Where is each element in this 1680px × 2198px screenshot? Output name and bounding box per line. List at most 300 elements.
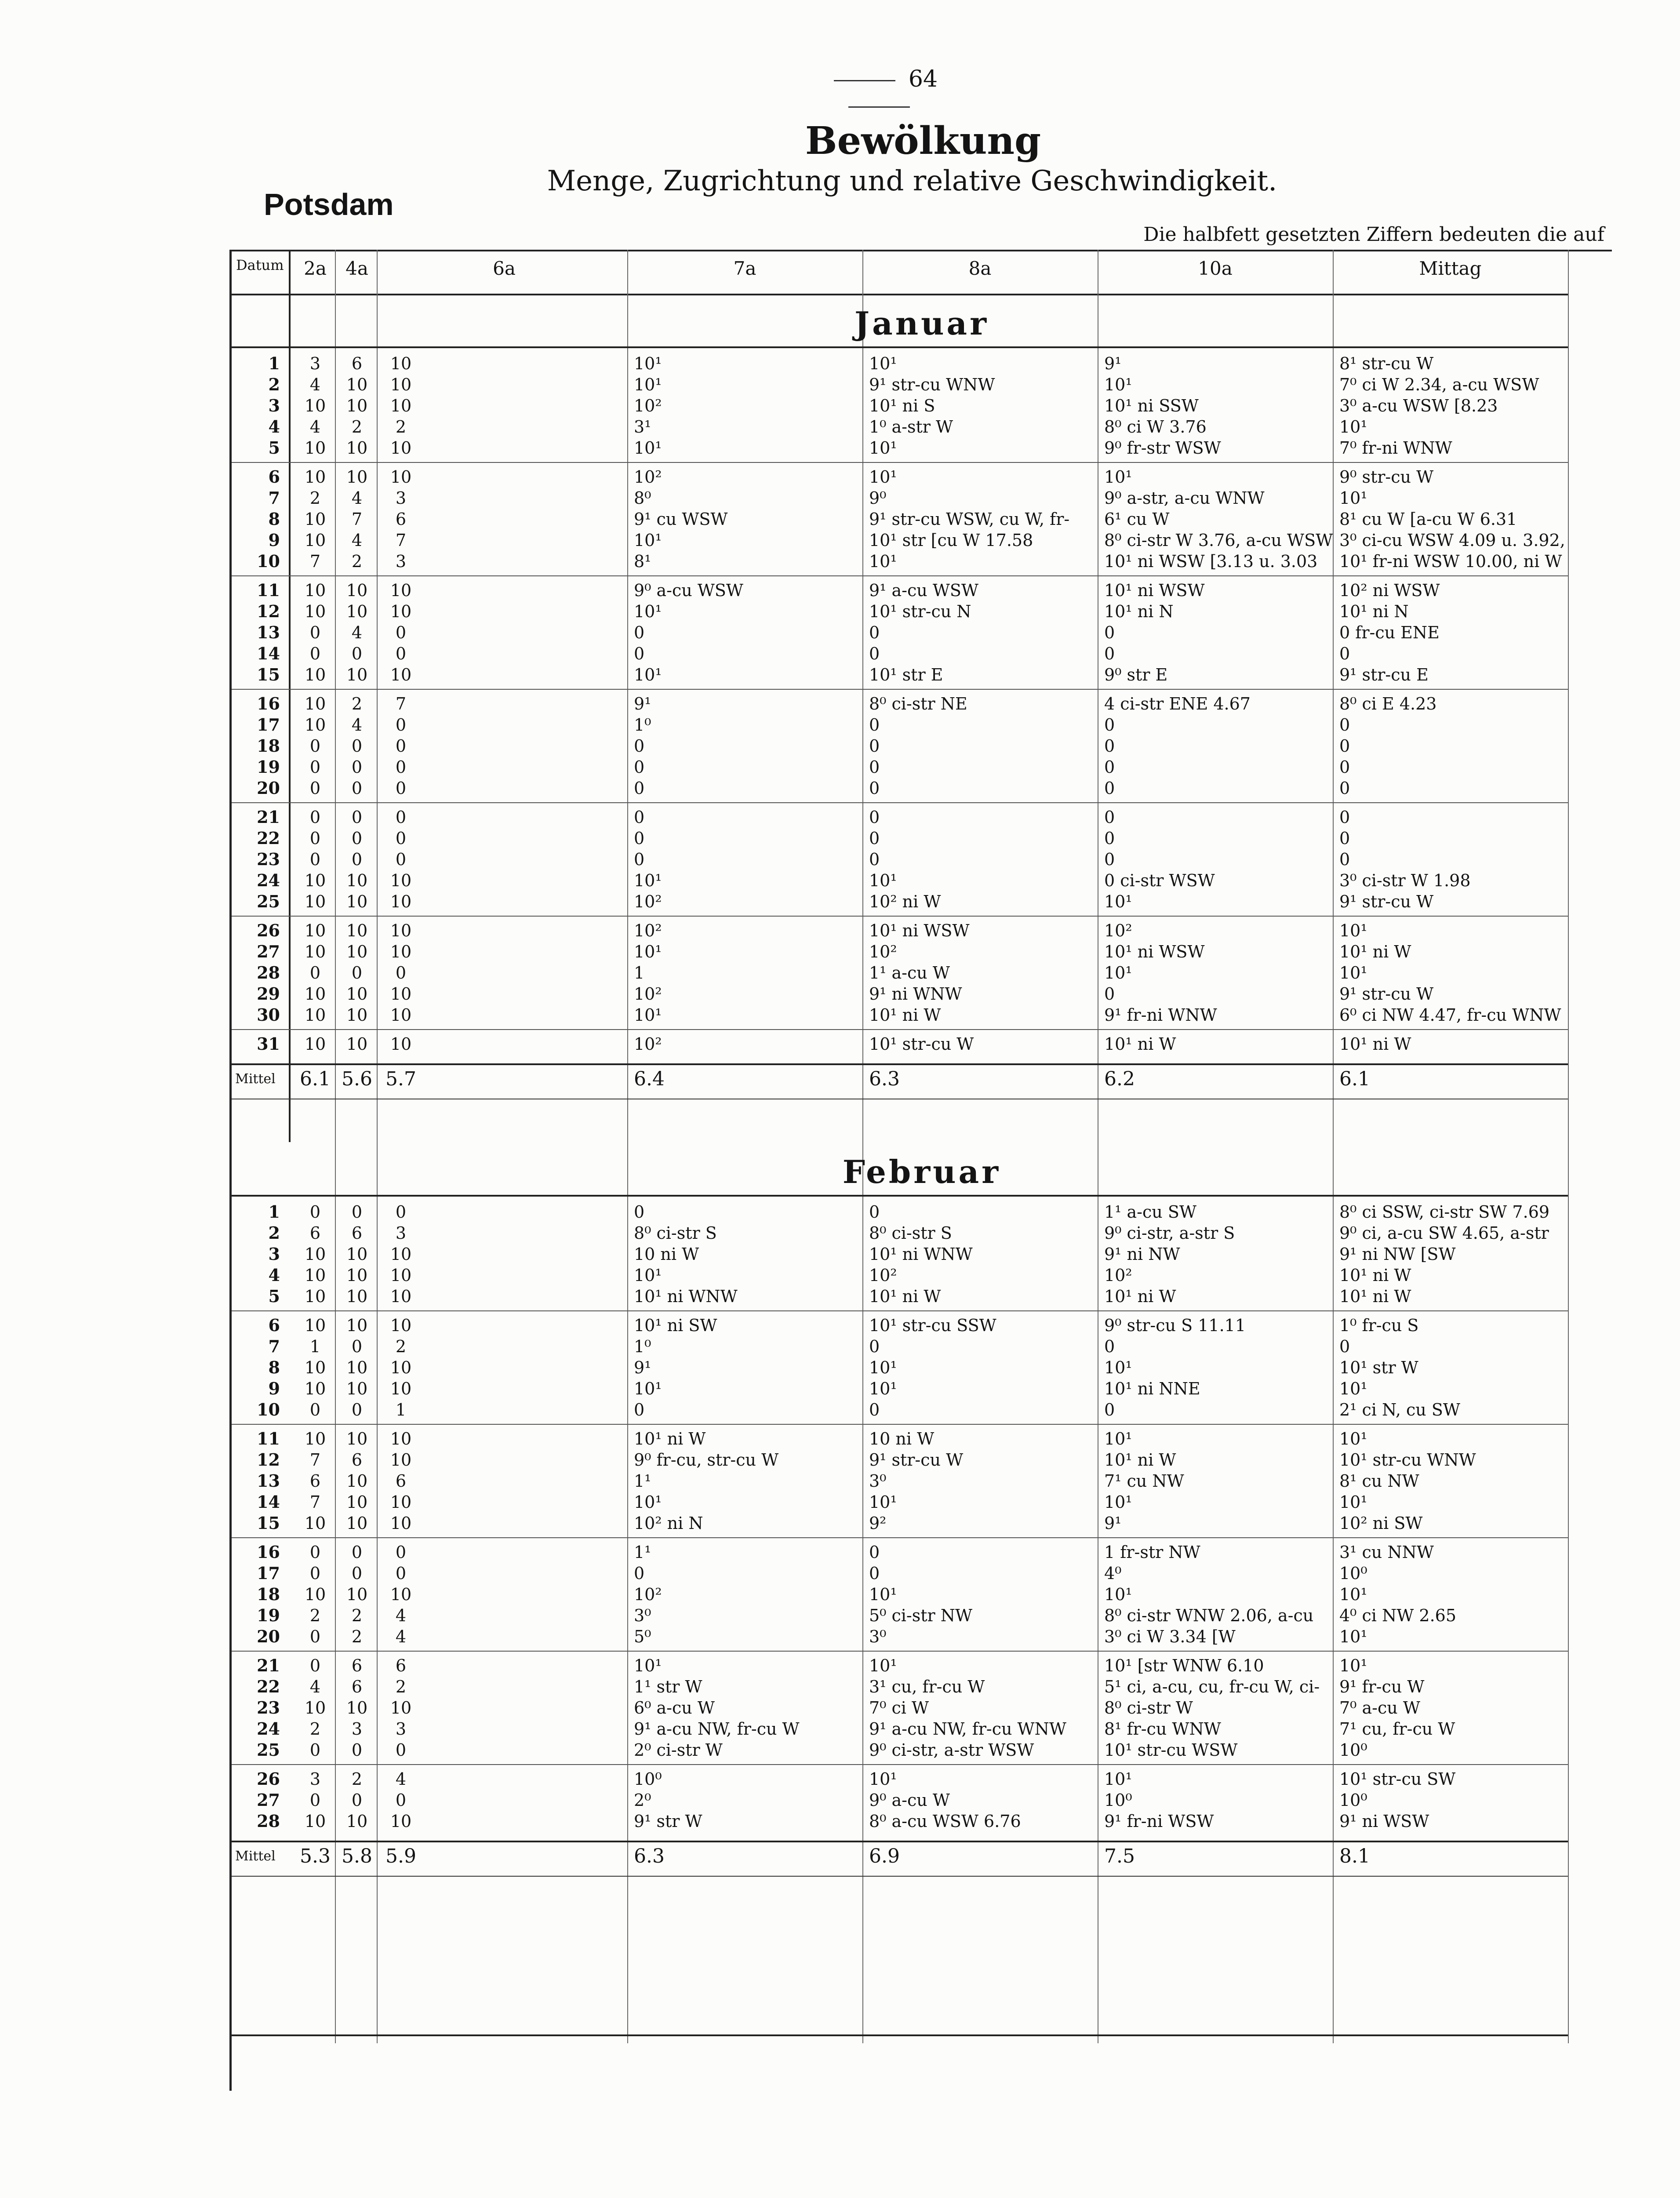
- cloud-mittag: 7¹ cu, fr-cu W: [1339, 1719, 1455, 1739]
- cloud-6a: 10: [390, 1514, 412, 1533]
- cloud-mittag: 10¹ fr-ni WSW 10.00, ni W: [1339, 552, 1562, 571]
- cloud-6a: 3: [395, 488, 407, 508]
- day: 21: [257, 1656, 280, 1675]
- cloud-2a: 0: [309, 757, 321, 777]
- cloud-10a: 10¹ ni W: [1104, 1450, 1176, 1470]
- cloud-2a: 10: [304, 1698, 326, 1718]
- cloud-4a: 10: [346, 1379, 368, 1398]
- cloud-8a: 8⁰ ci-str S: [869, 1223, 952, 1243]
- cloud-8a: 9²: [869, 1514, 887, 1533]
- cloud-6a: 10: [390, 1034, 412, 1054]
- cloud-2a: 10: [304, 467, 326, 487]
- cloud-7a: 3¹: [634, 417, 651, 437]
- day: 17: [257, 1563, 280, 1583]
- cloud-8a: 10¹: [869, 1379, 897, 1398]
- cloud-8a: 10²: [869, 1266, 897, 1285]
- table-row: [232, 643, 1594, 664]
- cloud-mittag: 0: [1339, 808, 1350, 827]
- cloud-6a: 2: [395, 1677, 407, 1696]
- cloud-mittag: 9¹ str-cu W: [1339, 984, 1434, 1004]
- table-row: [232, 1676, 1594, 1697]
- day: 28: [257, 963, 280, 983]
- cloud-8a: 9⁰ a-cu W: [869, 1790, 950, 1810]
- cloud-7a: 9¹ cu WSW: [634, 509, 728, 529]
- cloud-2a: 10: [304, 1429, 326, 1448]
- table-row: [232, 1336, 1594, 1357]
- cloud-8a: 3⁰: [869, 1471, 887, 1491]
- table-row: [232, 488, 1594, 509]
- day: 15: [257, 1513, 280, 1533]
- cloud-2a: 1: [309, 1337, 321, 1356]
- cloud-8a: 10¹ str-cu SSW: [869, 1316, 996, 1335]
- cloud-7a: 9⁰ fr-cu, str-cu W: [634, 1450, 779, 1470]
- cloud-10a: 0: [1104, 644, 1115, 663]
- cloud-7a: 1⁰: [634, 1337, 651, 1356]
- table-row: [232, 1428, 1594, 1449]
- cloud-6a: 0: [395, 808, 407, 827]
- cloud-mittag: 8⁰ ci E 4.23: [1339, 694, 1437, 713]
- cloud-8a: 10¹ str E: [869, 665, 943, 684]
- cloud-10a: 10¹: [1104, 1492, 1132, 1512]
- cloud-4a: 2: [351, 1769, 363, 1789]
- cloud-10a: 8⁰ ci-str W: [1104, 1698, 1193, 1718]
- cloud-2a: 10: [304, 984, 326, 1004]
- mean-cloud-4a: 5.6: [342, 1068, 372, 1090]
- cloud-10a: 10¹: [1104, 467, 1132, 487]
- cloud-4a: 6: [351, 1677, 363, 1696]
- cloud-4a: 0: [351, 736, 363, 756]
- day: 9: [268, 1379, 280, 1398]
- cloud-2a: 10: [304, 892, 326, 911]
- cloud-2a: 6: [309, 1223, 321, 1243]
- cloud-2a: 10: [304, 1245, 326, 1264]
- cloud-7a: 10²: [634, 984, 662, 1004]
- cloud-4a: 4: [351, 488, 363, 508]
- table-row: [232, 849, 1594, 870]
- header-datum: Datum: [236, 257, 284, 273]
- cloud-mittag: 4⁰ ci NW 2.65: [1339, 1606, 1456, 1625]
- cloud-2a: 10: [304, 665, 326, 684]
- header-4a: 4a: [345, 258, 368, 279]
- cloud-4a: 10: [346, 1287, 368, 1306]
- station-name: Potsdam: [264, 187, 394, 222]
- cloud-10a: 10¹: [1104, 963, 1132, 983]
- table-row: [232, 622, 1594, 643]
- cloud-7a: 8⁰ ci-str S: [634, 1223, 717, 1243]
- cloud-6a: 10: [390, 665, 412, 684]
- cloud-7a: 10¹: [634, 1656, 662, 1675]
- day: 20: [257, 778, 280, 798]
- cloud-8a: 8⁰ ci-str NE: [869, 694, 967, 713]
- table-row: [232, 891, 1594, 912]
- mean-cloud-2a: 5.3: [300, 1845, 331, 1867]
- cloud-4a: 10: [346, 1812, 368, 1831]
- cloud-2a: 10: [304, 1005, 326, 1025]
- cloud-10a: 0 ci-str WSW: [1104, 871, 1215, 890]
- cloud-10a: 5¹ ci, a-cu, cu, fr-cu W, ci-: [1104, 1677, 1320, 1696]
- cloud-mittag: 10¹ str-cu WNW: [1339, 1450, 1476, 1470]
- cloud-7a: 0: [634, 623, 645, 642]
- cloud-mittag: 8¹ cu NW: [1339, 1471, 1419, 1491]
- cloud-4a: 2: [351, 552, 363, 571]
- cloud-10a: 10¹ [str WNW 6.10: [1104, 1656, 1264, 1675]
- cloud-6a: 7: [395, 531, 407, 550]
- table-row: [232, 714, 1594, 735]
- cloud-7a: 10²: [634, 1034, 662, 1054]
- cloud-6a: 0: [395, 779, 407, 798]
- cloud-4a: 3: [351, 1719, 363, 1739]
- cloud-4a: 0: [351, 1400, 363, 1419]
- cloud-4a: 10: [346, 1514, 368, 1533]
- cloud-7a: 10¹: [634, 1005, 662, 1025]
- cloud-table: [229, 250, 1612, 2091]
- header-8a: 8a: [968, 258, 992, 279]
- mean-cloud-2a: 6.1: [300, 1068, 331, 1090]
- table-row: [232, 1655, 1594, 1676]
- cloud-mittag: 9¹ ni WSW: [1339, 1812, 1429, 1831]
- cloud-7a: 9¹: [634, 694, 651, 713]
- cloud-mittag: 9⁰ ci, a-cu SW 4.65, a-str: [1339, 1223, 1549, 1243]
- day: 26: [257, 921, 280, 940]
- cloud-2a: 0: [309, 644, 321, 663]
- day: 16: [257, 694, 280, 713]
- cloud-6a: 10: [390, 1450, 412, 1470]
- cloud-4a: 10: [346, 984, 368, 1004]
- cloud-7a: 10²: [634, 396, 662, 415]
- cloud-mittag: 0: [1339, 715, 1350, 735]
- cloud-2a: 10: [304, 694, 326, 713]
- cloud-mittag: 0: [1339, 829, 1350, 848]
- cloud-10a: 7¹ cu NW: [1104, 1471, 1184, 1491]
- table-row: [232, 941, 1594, 962]
- cloud-mittag: 3⁰ a-cu WSW [8.23: [1339, 396, 1498, 415]
- cloud-2a: 0: [309, 1627, 321, 1646]
- table-row: [232, 1265, 1594, 1286]
- cloud-10a: 10¹: [1104, 1585, 1132, 1604]
- cloud-7a: 0: [634, 644, 645, 663]
- cloud-8a: 10¹: [869, 871, 897, 890]
- day: 10: [257, 1400, 280, 1419]
- cloud-2a: 0: [309, 1202, 321, 1222]
- cloud-10a: 0: [1104, 757, 1115, 777]
- cloud-2a: 10: [304, 1514, 326, 1533]
- cloud-mittag: 0 fr-cu ENE: [1339, 623, 1440, 642]
- cloud-4a: 6: [351, 354, 363, 373]
- cloud-8a: 0: [869, 1337, 880, 1356]
- mean-cloud-8a: 6.3: [869, 1068, 900, 1090]
- day: 19: [257, 1605, 280, 1625]
- cloud-mittag: 10¹: [1339, 1379, 1367, 1398]
- cloud-7a: 10¹: [634, 438, 662, 458]
- day: 25: [257, 892, 280, 911]
- cloud-7a: 2⁰ ci-str W: [634, 1740, 723, 1760]
- header-10a: 10a: [1198, 258, 1233, 279]
- cloud-4a: 7: [351, 509, 363, 529]
- cloud-7a: 10 ni W: [634, 1245, 699, 1264]
- cloud-4a: 0: [351, 1564, 363, 1583]
- cloud-10a: 0: [1104, 715, 1115, 735]
- cloud-7a: 10¹: [634, 942, 662, 961]
- day: 8: [268, 509, 280, 529]
- cloud-2a: 2: [309, 488, 321, 508]
- cloud-10a: 0: [1104, 984, 1115, 1004]
- cloud-4a: 0: [351, 963, 363, 983]
- cloud-6a: 10: [390, 1812, 412, 1831]
- cloud-2a: 7: [309, 1492, 321, 1512]
- cloud-8a: 9¹ ni WNW: [869, 984, 962, 1004]
- cloud-6a: 0: [395, 757, 407, 777]
- table-row: [232, 1739, 1594, 1761]
- cloud-10a: 10¹ ni SSW: [1104, 396, 1199, 415]
- cloud-2a: 0: [309, 963, 321, 983]
- day: 1: [268, 353, 280, 373]
- cloud-4a: 6: [351, 1450, 363, 1470]
- cloud-2a: 0: [309, 808, 321, 827]
- table-row: [232, 1563, 1594, 1584]
- day: 5: [268, 438, 280, 458]
- cloud-8a: 9¹ a-cu NW, fr-cu WNW: [869, 1719, 1066, 1739]
- cloud-mittag: 0: [1339, 757, 1350, 777]
- cloud-7a: 10¹: [634, 665, 662, 684]
- mean-cloud-mittag: 6.1: [1339, 1068, 1370, 1090]
- cloud-mittag: 10⁰: [1339, 1564, 1367, 1583]
- cloud-mittag: 10¹ ni W: [1339, 1266, 1411, 1285]
- cloud-2a: 10: [304, 1034, 326, 1054]
- cloud-8a: 0: [869, 808, 880, 827]
- cloud-6a: 4: [395, 1627, 407, 1646]
- cloud-10a: 10¹ ni WSW: [1104, 581, 1205, 600]
- mean-cloud-6a: 5.9: [385, 1845, 416, 1867]
- cloud-7a: 1⁰: [634, 715, 651, 735]
- cloud-6a: 0: [395, 1564, 407, 1583]
- cloud-10a: 10¹ ni N: [1104, 602, 1174, 621]
- day: 30: [257, 1005, 280, 1025]
- cloud-7a: 10²: [634, 467, 662, 487]
- cloud-2a: 4: [309, 1677, 321, 1696]
- cloud-8a: 10¹: [869, 1492, 897, 1512]
- day: 19: [257, 757, 280, 777]
- table-row: [232, 1449, 1594, 1470]
- cloud-6a: 10: [390, 984, 412, 1004]
- cloud-2a: 10: [304, 531, 326, 550]
- cloud-mittag: 6⁰ ci NW 4.47, fr-cu WNW: [1339, 1005, 1561, 1025]
- table-row: [232, 983, 1594, 1004]
- cloud-10a: 10²: [1104, 1266, 1132, 1285]
- cloud-10a: 4 ci-str ENE 4.67: [1104, 694, 1251, 713]
- cloud-6a: 10: [390, 396, 412, 415]
- cloud-10a: 0: [1104, 808, 1115, 827]
- page-title: Bewölkung: [805, 119, 1041, 163]
- mean-cloud-8a: 6.9: [869, 1845, 900, 1867]
- cloud-10a: 1 fr-str NW: [1104, 1543, 1200, 1562]
- cloud-4a: 10: [346, 1005, 368, 1025]
- day: 20: [257, 1627, 280, 1646]
- cloud-6a: 2: [395, 1337, 407, 1356]
- cloud-mittag: 9¹ str-cu E: [1339, 665, 1429, 684]
- cloud-8a: 0: [869, 644, 880, 663]
- mean-cloud-7a: 6.3: [634, 1845, 665, 1867]
- cloud-2a: 7: [309, 1450, 321, 1470]
- cloud-7a: 8⁰: [634, 488, 651, 508]
- cloud-2a: 10: [304, 1287, 326, 1306]
- cloud-10a: 6¹ cu W: [1104, 509, 1170, 529]
- day: 18: [257, 736, 280, 756]
- cloud-10a: 9⁰ str-cu S 11.11: [1104, 1316, 1246, 1335]
- cloud-6a: 10: [390, 1316, 412, 1335]
- cloud-4a: 10: [346, 438, 368, 458]
- month-heading: Februar: [842, 1153, 1001, 1190]
- cloud-7a: 2⁰: [634, 1790, 651, 1810]
- cloud-7a: 1¹: [634, 1471, 651, 1491]
- table-row: [232, 735, 1594, 757]
- cloud-7a: 0: [634, 1564, 645, 1583]
- cloud-2a: 10: [304, 581, 326, 600]
- cloud-7a: 6⁰ a-cu W: [634, 1698, 715, 1718]
- cloud-6a: 10: [390, 871, 412, 890]
- table-row: [232, 962, 1594, 983]
- cloud-6a: 4: [395, 1606, 407, 1625]
- cloud-8a: 0: [869, 1564, 880, 1583]
- mean-label: Mittel: [235, 1849, 276, 1864]
- cloud-6a: 0: [395, 829, 407, 848]
- table-row: [232, 1584, 1594, 1605]
- cloud-2a: 4: [309, 417, 321, 437]
- cloud-6a: 6: [395, 1471, 407, 1491]
- cloud-4a: 4: [351, 531, 363, 550]
- cloud-2a: 4: [309, 375, 321, 394]
- table-row: [232, 693, 1594, 714]
- cloud-2a: 2: [309, 1606, 321, 1625]
- cloud-8a: 0: [869, 779, 880, 798]
- cloud-7a: 10¹: [634, 602, 662, 621]
- day: 6: [268, 467, 280, 487]
- cloud-6a: 0: [395, 1202, 407, 1222]
- cloud-2a: 0: [309, 1790, 321, 1810]
- cloud-mittag: 10¹: [1339, 1627, 1367, 1646]
- cloud-10a: 0: [1104, 779, 1115, 798]
- cloud-7a: 0: [634, 736, 645, 756]
- cloud-7a: 10¹: [634, 531, 662, 550]
- table-row: [232, 437, 1594, 459]
- cloud-2a: 0: [309, 1400, 321, 1419]
- cloud-6a: 10: [390, 354, 412, 373]
- cloud-mittag: 7⁰ fr-ni WNW: [1339, 438, 1452, 458]
- cloud-mittag: 10¹: [1339, 963, 1367, 983]
- cloud-6a: 10: [390, 1492, 412, 1512]
- cloud-2a: 0: [309, 1656, 321, 1675]
- cloud-4a: 10: [346, 1492, 368, 1512]
- cloud-6a: 3: [395, 1719, 407, 1739]
- day: 2: [268, 375, 280, 394]
- cloud-8a: 10¹ ni W: [869, 1287, 941, 1306]
- cloud-8a: 9⁰ ci-str, a-str WSW: [869, 1740, 1034, 1760]
- cloud-8a: 0: [869, 829, 880, 848]
- day: 12: [257, 601, 280, 621]
- cloud-10a: 10¹: [1104, 1769, 1132, 1789]
- cloud-8a: 0: [869, 1202, 880, 1222]
- cloud-2a: 0: [309, 829, 321, 848]
- cloud-mittag: 10¹: [1339, 1656, 1367, 1675]
- cloud-7a: 10¹ ni WNW: [634, 1287, 738, 1306]
- cloud-10a: 9¹ fr-ni WSW: [1104, 1812, 1214, 1831]
- cloud-8a: 9¹ a-cu WSW: [869, 581, 978, 600]
- cloud-4a: 0: [351, 757, 363, 777]
- cloud-7a: 10¹: [634, 1379, 662, 1398]
- day: 23: [257, 1698, 280, 1718]
- cloud-10a: 10¹ ni NNE: [1104, 1379, 1200, 1398]
- cloud-8a: 10¹ ni S: [869, 396, 935, 415]
- table-row: [232, 1605, 1594, 1626]
- cloud-6a: 0: [395, 715, 407, 735]
- cloud-6a: 4: [395, 1769, 407, 1789]
- cloud-2a: 10: [304, 396, 326, 415]
- cloud-7a: 10¹: [634, 871, 662, 890]
- cloud-4a: 0: [351, 644, 363, 663]
- cloud-10a: 10¹: [1104, 892, 1132, 911]
- cloud-7a: 10¹: [634, 1266, 662, 1285]
- cloud-6a: 10: [390, 942, 412, 961]
- cloud-mittag: 3¹ cu NNW: [1339, 1543, 1434, 1562]
- table-row: [232, 1790, 1594, 1811]
- cloud-4a: 10: [346, 871, 368, 890]
- cloud-6a: 0: [395, 623, 407, 642]
- cloud-4a: 10: [346, 467, 368, 487]
- cloud-10a: 4⁰: [1104, 1564, 1122, 1583]
- cloud-4a: 0: [351, 1740, 363, 1760]
- cloud-mittag: 0: [1339, 736, 1350, 756]
- day: 22: [257, 828, 280, 848]
- cloud-8a: 10¹: [869, 1585, 897, 1604]
- cloud-4a: 10: [346, 581, 368, 600]
- table-row: [232, 828, 1594, 849]
- mean-label: Mittel: [235, 1071, 276, 1087]
- cloud-8a: 0: [869, 757, 880, 777]
- cloud-10a: 10⁰: [1104, 1790, 1132, 1810]
- day: 14: [257, 1492, 280, 1512]
- cloud-6a: 10: [390, 1245, 412, 1264]
- cloud-4a: 10: [346, 1245, 368, 1264]
- cloud-2a: 0: [309, 779, 321, 798]
- header-mittag: Mittag: [1419, 258, 1482, 279]
- cloud-4a: 10: [346, 375, 368, 394]
- cloud-mittag: 0: [1339, 644, 1350, 663]
- cloud-6a: 10: [390, 1585, 412, 1604]
- day: 24: [257, 870, 280, 890]
- cloud-6a: 10: [390, 1005, 412, 1025]
- day: 10: [257, 551, 280, 571]
- cloud-8a: 10¹: [869, 467, 897, 487]
- cloud-mittag: 10¹ ni N: [1339, 602, 1409, 621]
- cloud-4a: 0: [351, 808, 363, 827]
- cloud-6a: 10: [390, 1358, 412, 1377]
- table-row: [232, 1286, 1594, 1307]
- cloud-4a: 0: [351, 779, 363, 798]
- cloud-mittag: 8¹ cu W [a-cu W 6.31: [1339, 509, 1517, 529]
- cloud-mittag: 10² ni SW: [1339, 1514, 1423, 1533]
- cloud-10a: 8⁰ ci-str W 3.76, a-cu WSW: [1104, 531, 1333, 550]
- mean-cloud-10a: 7.5: [1104, 1845, 1135, 1867]
- cloud-8a: 3⁰: [869, 1627, 887, 1646]
- cloud-7a: 10²: [634, 921, 662, 940]
- day: 4: [268, 417, 280, 437]
- table-row: [232, 1626, 1594, 1647]
- cloud-2a: 3: [309, 1769, 321, 1789]
- cloud-8a: 0: [869, 715, 880, 735]
- day: 21: [257, 807, 280, 827]
- cloud-6a: 10: [390, 921, 412, 940]
- cloud-mittag: 10² ni WSW: [1339, 581, 1440, 600]
- cloud-mittag: 3⁰ ci-str W 1.98: [1339, 871, 1471, 890]
